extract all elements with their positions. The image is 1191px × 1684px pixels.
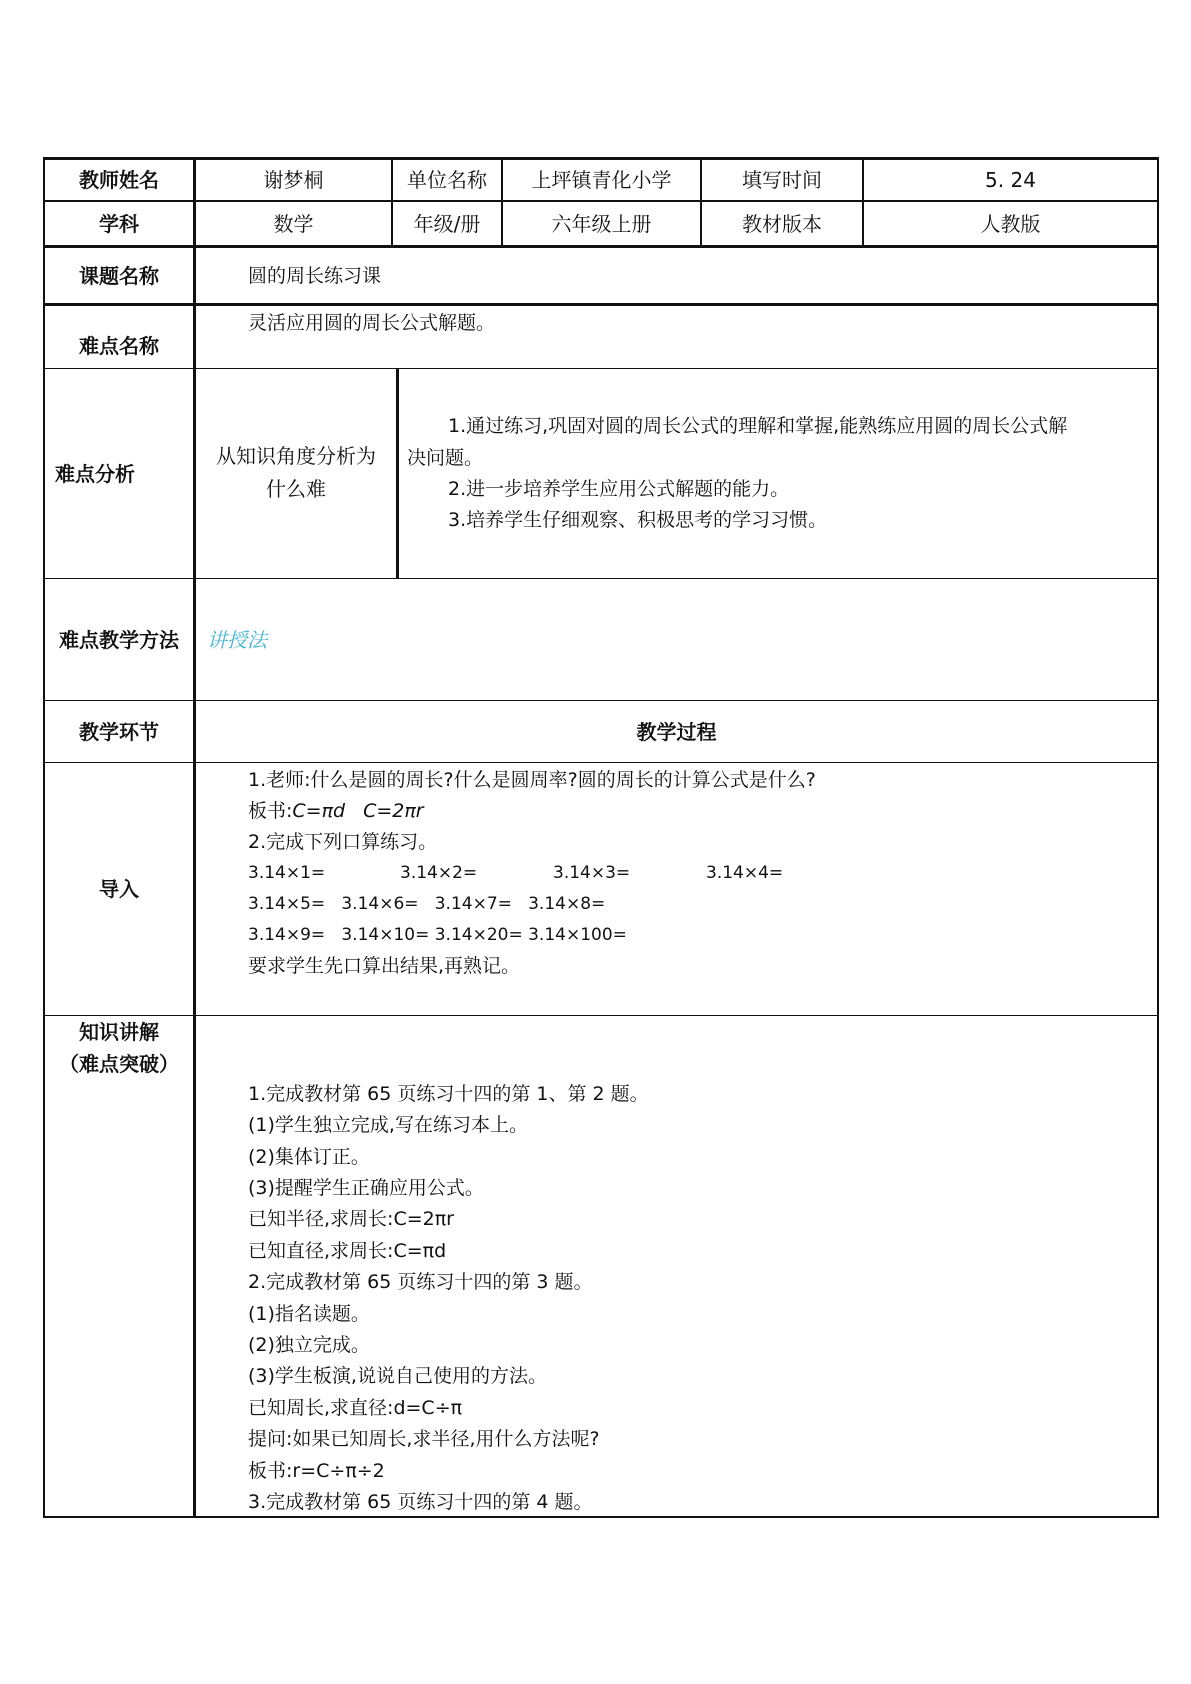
analysis-label: 难点分析: [55, 461, 135, 486]
intro-line-last: 要求学生先口算出结果,再熟记。: [248, 955, 521, 977]
analysis-line-2: 决问题。: [407, 447, 484, 469]
textbook-label: 教材版本: [742, 211, 822, 236]
knowledge-label: [45, 1016, 193, 1080]
intro-line-2-prefix: 板书:: [248, 800, 293, 822]
calc-item: 3.14×3=: [553, 863, 631, 883]
section-column-header: 教学环节: [79, 719, 159, 744]
knowledge-line: 已知半径,求周长:C=2πr: [248, 1208, 454, 1230]
intro-label: 导入: [99, 877, 139, 901]
difficulty-value: 灵活应用圆的周长公式解题。: [248, 312, 496, 334]
intro-line-3: 2.完成下列口算练习。: [248, 831, 438, 853]
knowledge-line: 1.完成教材第 65 页练习十四的第 1、第 2 题。: [248, 1083, 649, 1105]
subject-value: 数学: [273, 211, 314, 236]
grade-label: 年级/册: [413, 211, 481, 236]
knowledge-line: (3)学生板演,说说自己使用的方法。: [248, 1365, 547, 1387]
difficulty-label: 难点名称: [79, 334, 159, 358]
analysis-line-4: 3.培养学生仔细观察、积极思考的学习习惯。: [448, 509, 828, 531]
calc-row-2: 3.14×5= 3.14×6= 3.14×7= 3.14×8=: [248, 894, 606, 914]
knowledge-line: 3.完成教材第 65 页练习十四的第 4 题。: [248, 1491, 593, 1513]
process-column-header: 教学过程: [636, 719, 717, 744]
fill-time-value: 5. 24: [985, 168, 1036, 192]
knowledge-line: 2.完成教材第 65 页练习十四的第 3 题。: [248, 1271, 593, 1293]
analysis-sub-label-line1: 从知识角度分析为: [216, 444, 376, 468]
intro-line-2: [248, 796, 424, 828]
formula-c-2pi-r: C=2πr: [363, 800, 424, 822]
grade-value: 六年级上册: [551, 211, 652, 236]
knowledge-line: 提问:如果已知周长,求半径,用什么方法呢?: [248, 1428, 600, 1450]
analysis-line-1: 1.通过练习,巩固对圆的周长公式的理解和掌握,能熟练应用圆的周长公式解: [448, 415, 1068, 437]
unit-value: 上坪镇青化小学: [531, 168, 672, 192]
knowledge-line: 已知周长,求直径:d=C÷π: [248, 1397, 463, 1419]
subject-label: 学科: [99, 211, 139, 236]
knowledge-line: (2)集体订正。: [248, 1146, 370, 1168]
topic-label: 课题名称: [79, 263, 159, 288]
calc-row-3: 3.14×9= 3.14×10= 3.14×20= 3.14×100=: [248, 925, 627, 945]
analysis-line-3: 2.进一步培养学生应用公式解题的能力。: [448, 478, 790, 500]
knowledge-label-line1: 知识讲解: [79, 1020, 159, 1044]
knowledge-line: 板书:r=C÷π÷2: [248, 1460, 385, 1482]
knowledge-label-line2: （难点突破）: [59, 1052, 179, 1076]
knowledge-line: (2)独立完成。: [248, 1334, 370, 1356]
calc-item: 3.14×1=: [248, 863, 326, 883]
intro-line-1: 1.老师:什么是圆的周长?什么是圆周率?圆的周长的计算公式是什么?: [248, 769, 816, 791]
knowledge-line: (1)学生独立完成,写在练习本上。: [248, 1114, 528, 1136]
analysis-sub-label: [196, 440, 396, 506]
teacher-name-label: 教师姓名: [79, 168, 159, 192]
analysis-sub-label-line2: 什么难: [266, 477, 326, 501]
textbook-value: 人教版: [980, 211, 1041, 236]
method-label: 难点教学方法: [59, 627, 179, 652]
formula-c-pi-d: C=πd: [292, 800, 346, 822]
fill-time-label: 填写时间: [742, 168, 822, 192]
method-value: 讲授法: [207, 628, 267, 652]
topic-value: 圆的周长练习课: [248, 265, 382, 287]
calc-item: 3.14×4=: [706, 863, 784, 883]
calc-item: 3.14×2=: [400, 863, 478, 883]
knowledge-line: (1)指名读题。: [248, 1303, 370, 1325]
unit-label: 单位名称: [407, 168, 487, 192]
knowledge-line: 已知直径,求周长:C=πd: [248, 1240, 447, 1262]
knowledge-line: (3)提醒学生正确应用公式。: [248, 1177, 484, 1199]
teacher-name-value: 谢梦桐: [263, 168, 324, 192]
